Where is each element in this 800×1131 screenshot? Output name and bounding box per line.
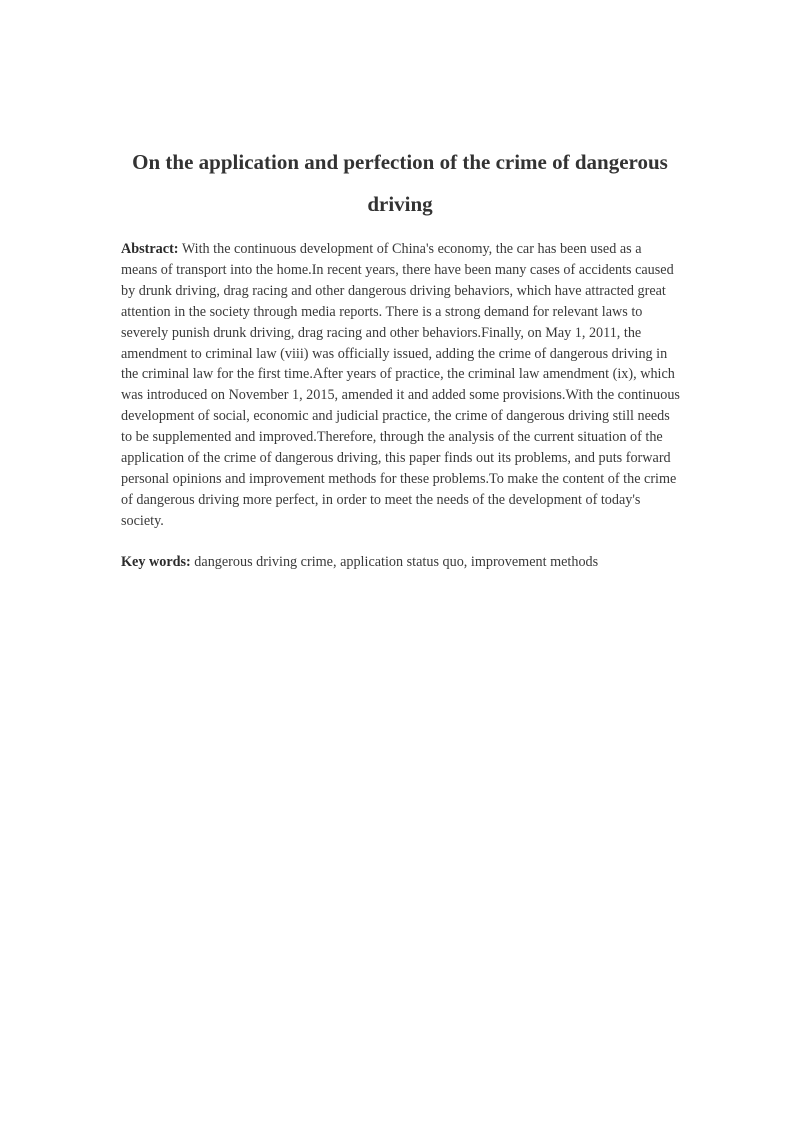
abstract-text: With the continuous development of China's economy, the car has been used as a means of transport into the home.In recent years, there have been many cases of accidents caused by drunk driving, drag racing and other dangerous driving behaviors, which have attracted great attention in the society through media reports. There is a strong demand for relevant laws to severely punish drunk driving, drag racing and other behaviors.Finally, on May 1, 2011, the amendment to criminal law (viii) was officially issued, adding the crime of dangerous driving in the criminal law for the first time.After years of practice, the criminal law amendment (ix), which was introduced on November 1, 2015, amended it and added some provisions.With the continuous development of social, economic and judicial practice, the crime of dangerous driving still needs to be supplemented and improved.Therefore, through the analysis of the current situation of the application of the crime of dangerous driving, this paper finds out its problems, and puts forward personal opinions and improvement methods for these problems.To make the content of the crime of dangerous driving more perfect, in order to meet the needs of the development of today's society. [121,241,680,529]
abstract-label: Abstract: [121,241,179,257]
keywords-text: dangerous driving crime, application status quo, improvement methods [194,554,599,570]
keywords-paragraph [121,552,681,573]
paper-title: On the application and perfection of the crime of dangerous driving [132,150,668,216]
abstract-paragraph [121,239,681,532]
keywords-label: Key words: [121,554,191,570]
